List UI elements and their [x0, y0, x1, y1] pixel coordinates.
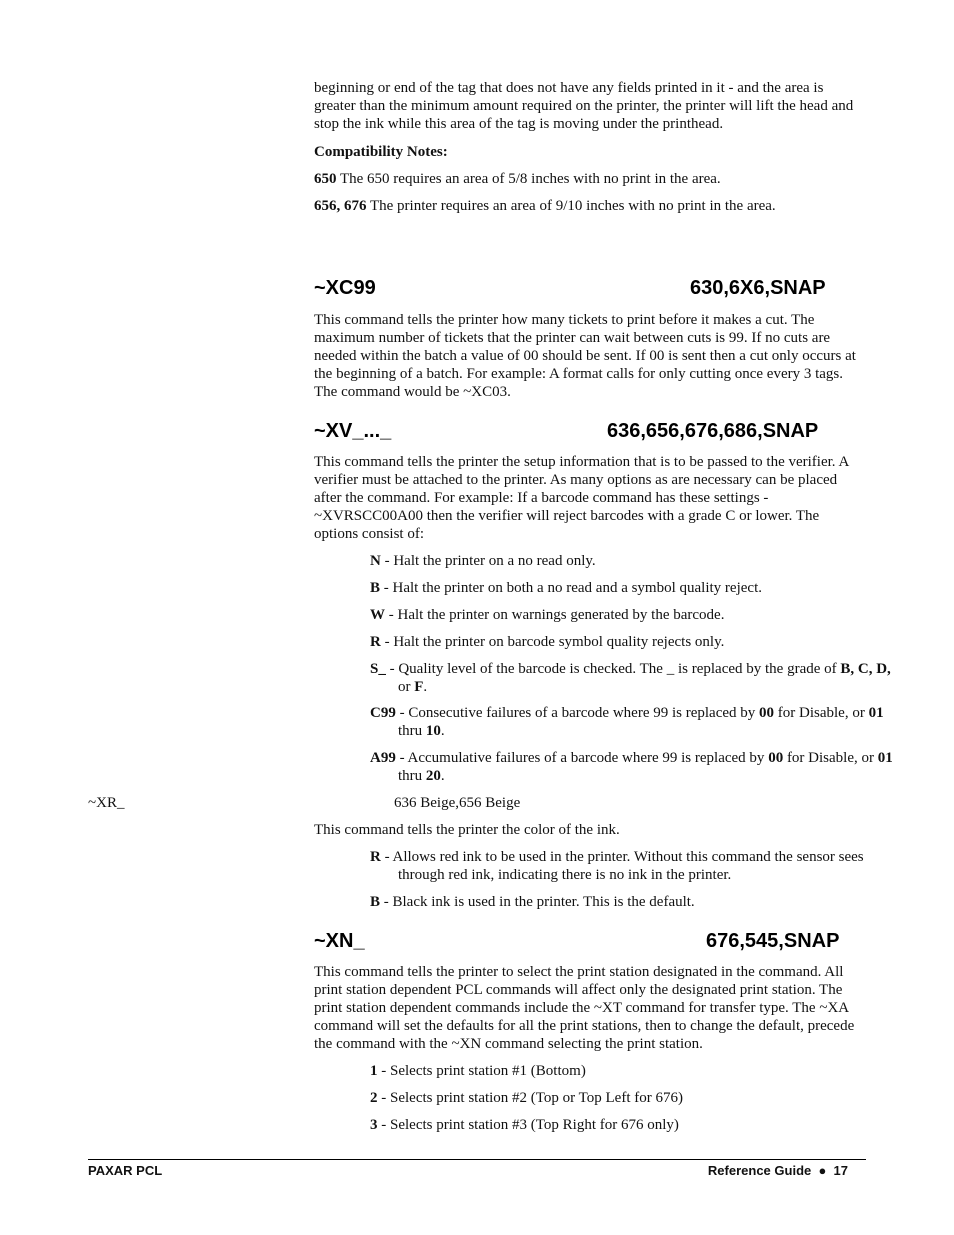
- xn-option-1: 1 - Selects print station #1 (Bottom): [370, 1063, 586, 1079]
- xv-option-b: B - Halt the printer on both a no read and a symbol quality reject.: [370, 580, 762, 596]
- intro-paragraph: beginning or end of the tag that does not have any fields printed in it - and the area is greater than the minimum amount required on the printer, the printer will lift the head and stop the ink while this area of the tag is moving under the printhead.: [314, 80, 854, 132]
- xc99-command: ~XC99: [314, 277, 376, 299]
- xn-command: ~XN_: [314, 930, 365, 952]
- xn-models: 676,545,SNAP: [706, 930, 840, 952]
- xr-option-r: R - Allows red ink to be used in the printer. Without this command the sensor sees through red ink, indicating there is no ink in the printer.: [370, 849, 864, 883]
- xr-option-b: B - Black ink is used in the printer. This is the default.: [370, 894, 695, 910]
- xv-option-n: N - Halt the printer on a no read only.: [370, 553, 596, 569]
- xv-option-c99: C99 - Consecutive failures of a barcode where 99 is replaced by 00 for Disable, or 01 thru 10.: [370, 705, 884, 739]
- footer-left: PAXAR PCL: [88, 1163, 163, 1178]
- compatibility-heading: Compatibility Notes:: [314, 144, 448, 160]
- xc99-models: 630,6X6,SNAP: [690, 277, 826, 299]
- xr-paragraph: This command tells the printer the color of the ink.: [314, 822, 620, 838]
- footer-divider: [88, 1159, 866, 1160]
- xn-option-3: 3 - Selects print station #3 (Top Right for 676 only): [370, 1117, 679, 1133]
- xv-option-a99: A99 - Accumulative failures of a barcode where 99 is replaced by 00 for Disable, or 01 thru 20.: [370, 750, 893, 784]
- compat-note-656-676: 656, 676 The printer requires an area of 9/10 inches with no print in the area.: [314, 198, 776, 214]
- xn-option-2: 2 - Selects print station #2 (Top or Top Left for 676): [370, 1090, 683, 1106]
- xv-command: ~XV_..._: [314, 420, 392, 442]
- xc99-heading: [314, 276, 864, 300]
- xr-command: ~XR_: [88, 795, 125, 811]
- xn-paragraph: This command tells the printer to select the print station designated in the command. All print station dependent PCL commands will affect only the designated print station. The print station dependent commands include the ~XT command for transfer type. The ~XA command will set the defaults for all the print stations, then to change the default, precede the command with the ~XN command selecting the print station.: [314, 964, 855, 1052]
- xv-models: 636,656,676,686,SNAP: [607, 420, 819, 442]
- xn-heading: [314, 929, 864, 953]
- compat-note-650: 650 The 650 requires an area of 5/8 inches with no print in the area.: [314, 171, 721, 187]
- xr-models: 636 Beige,656 Beige: [394, 795, 521, 811]
- xv-option-w: W - Halt the printer on warnings generated by the barcode.: [370, 607, 725, 623]
- xc99-paragraph: This command tells the printer how many tickets to print before it makes a cut. The maximum number of tickets that the printer can wait between cuts is 99. If no cuts are needed within the batch a value of 00 should be sent. If 00 is sent then a cut only occurs at the beginning of a batch. For example: A format calls for only cutting once every 3 tags. The command would be ~XC03.: [314, 312, 856, 400]
- xv-option-s: S_ - Quality level of the barcode is checked. The _ is replaced by the grade of B, C, D, or F.: [370, 661, 891, 695]
- footer-right: Reference Guide ● 17: [707, 1163, 848, 1178]
- xv-paragraph: This command tells the printer the setup information that is to be passed to the verifier. A verifier must be attached to the printer. As many options as are necessary can be placed after the command. For example: If a barcode command has these settings - ~XVRSCC00A00 then the verifier will reject barcodes with a grade C or lower. The options consist of:: [314, 454, 849, 542]
- xv-option-r: R - Halt the printer on barcode symbol quality rejects only.: [370, 634, 725, 650]
- xv-heading: [314, 419, 864, 443]
